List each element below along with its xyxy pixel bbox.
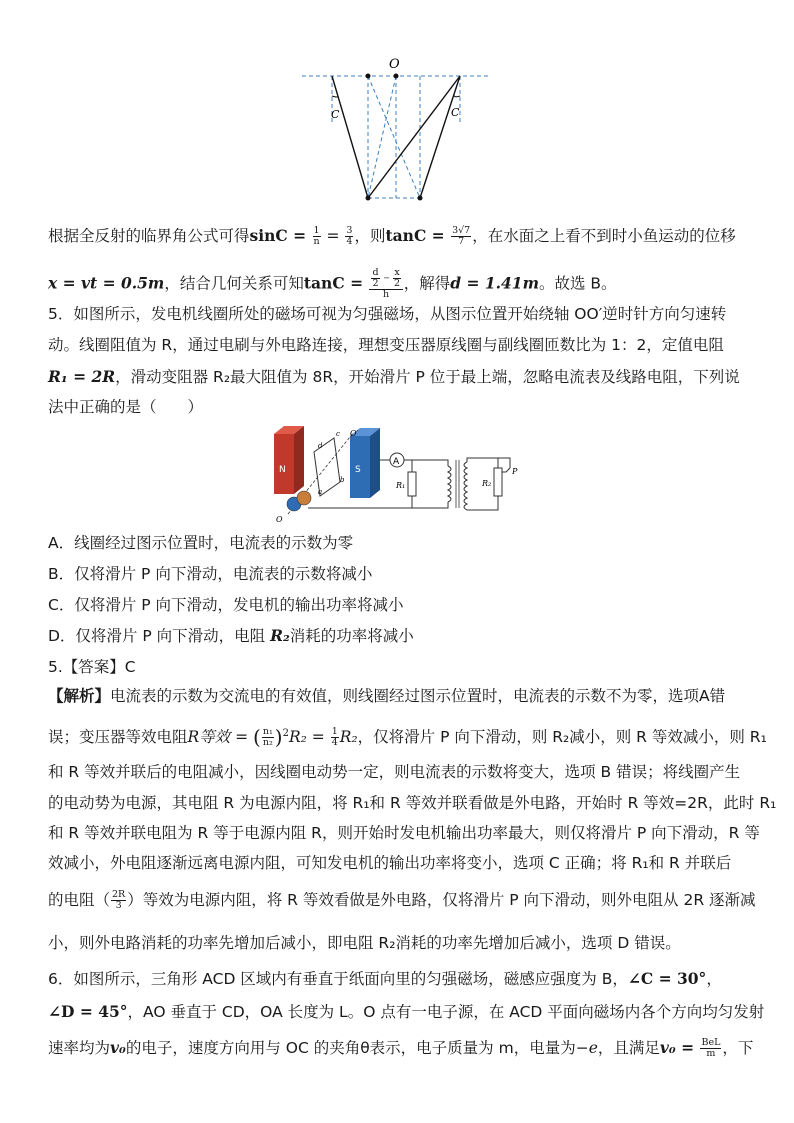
explanation-line-4: 的电动势为电源，其电阻 R 为电源内阻，将 R₁和 R 等效并联看做是外电路，开始时 R 等效=2R，此时 R₁ (48, 794, 777, 812)
point-dot-1 (366, 74, 371, 79)
q6-line-3: 速率均为v₀的电子，速度方向用与 OC 的夹角θ表示，电子质量为 m，电量为−e，且满足v₀ = $\frac{\text{BeL}}{m}$ ，下 (48, 1037, 754, 1059)
q6-line-1: 6．如图所示，三角形 ACD 区域内有垂直于纸面向里的匀强磁场，磁感应强度为 B，∠C = 30°， (48, 969, 722, 988)
explanation-line-8: 小，则外电路消耗的功率先增加后减小，即电阻 R₂消耗的功率先增加后减小，选项 D 错误。 (48, 934, 681, 952)
label-r2: R₂ (482, 479, 492, 488)
label-b: b (340, 476, 345, 484)
option-a: A．线圈经过图示位置时，电流表的示数为零 (48, 534, 354, 552)
secondary-wire-bottom (467, 496, 498, 510)
label-a: a (318, 488, 323, 496)
solution-line-2: x = vt = 0.5m，结合几何关系可知tanC = $\frac{d}{2}$ − $\frac{x}{2}$ h ，解得d = 1.41m。故选 B。 (48, 267, 617, 300)
rheostat-r2 (494, 468, 502, 496)
option-d: D．仅将滑片 P 向下滑动，电阻 R₂消耗的功率将减小 (48, 626, 414, 645)
point-dot-4 (418, 196, 423, 201)
secondary-wire (467, 458, 498, 472)
explanation-line-3: 和 R 等效并联后的电阻减小，因线圈电动势一定，则电流表的示数将变大，选项 B 错误；将线圈产生 (48, 763, 741, 781)
angle-arc-left (332, 96, 338, 97)
label-d: d (318, 442, 323, 450)
answer-line: 5.【答案】C (48, 658, 136, 676)
secondary-coil (464, 462, 467, 510)
wire-bottom (308, 502, 448, 508)
label-o-prime: O′ (350, 429, 359, 438)
q5-line-4: 法中正确的是（ ） (48, 398, 204, 416)
ray-left (332, 76, 368, 198)
solution-line-1: 根据全反射的临界角公式可得sinC = $\frac{1}{n}$ = $\frac{3}{4}$ ，则tanC = $\frac{3√7}{7}$ ，在水面之上看不到时小鱼运动的位移 (48, 225, 736, 247)
label-c-right: C (451, 106, 460, 119)
resistor-r1 (408, 472, 416, 496)
label-c: c (336, 430, 340, 438)
point-dot-2 (394, 74, 399, 79)
point-dot-3 (366, 196, 371, 201)
slip-ring-2 (297, 491, 311, 505)
label-p: P (512, 467, 518, 476)
wire-top-right (404, 460, 448, 466)
explanation-line-7: 的电阻（ $\frac{2R}{3}$ ）等效为电源内阻，将 R 等效看做是外电路，仅将滑片 P 向下滑动，则外电阻从 2R 逐渐减 (48, 889, 756, 911)
label-s: S (355, 465, 361, 475)
explanation-line-5: 和 R 等效并联电阻为 R 等于电源内阻 R，则开始时发电机输出功率最大，则仅将滑片 P 向下滑动，R 等 (48, 824, 760, 842)
magnet-n-side (294, 426, 304, 494)
explanation-line-1: 【解析】电流表的示数为交流电的有效值，则线圈经过图示位置时，电流表的示数不为零，选项A错 (48, 687, 726, 705)
slider-wire (498, 458, 510, 468)
option-b: B．仅将滑片 P 向下滑动，电流表的示数将减小 (48, 565, 373, 583)
label-c-left: C (331, 108, 340, 121)
generator-circuit-figure (268, 424, 528, 528)
option-c: C．仅将滑片 P 向下滑动，发电机的输出功率将减小 (48, 596, 404, 614)
label-o: O (276, 515, 283, 524)
q5-line-3: R₁ = 2R，滑动变阻器 R₂最大阻值为 8R，开始滑片 P 位于最上端，忽略电流表及线路电阻，下列说 (48, 367, 740, 386)
ray-right (420, 76, 460, 198)
ray-long (368, 76, 460, 198)
diag-dashed-a (368, 76, 420, 198)
explanation-line-2: 误；变压器等效电阻R等效 = ( $\frac{\text{n₁}}{\text{n₂}}$ )$^2$R₂ = $\frac{1}{4}$ R₂，仅将滑片 P 向下滑动，则 R₂减小，则 R 等效减小，则 R₁ (48, 725, 767, 749)
label-o: O (389, 57, 400, 72)
label-ammeter: A (393, 457, 400, 467)
angle-arc-right (454, 95, 460, 97)
magnet-s-side (370, 428, 380, 498)
slider-p (502, 468, 510, 472)
refraction-figure (300, 52, 500, 204)
magnet-n (274, 434, 294, 494)
label-n: N (279, 465, 286, 475)
label-r1: R₁ (396, 481, 406, 490)
primary-coil (448, 466, 451, 502)
q5-line-2: 动。线圈阻值为 R，通过电刷与外电路连接，理想变压器原线圈与副线圈匝数比为 1：2，定值电阻 (48, 336, 724, 354)
q6-line-2: ∠D = 45°，AO 垂直于 CD，OA 长度为 L。O 点有一电子源，在 ACD 平面向磁场内各个方向均匀发射 (48, 1002, 765, 1021)
explanation-line-6: 效减小，外电阻逐渐远离电源内阻，可知发电机的输出功率将变小，选项 C 正确；将 R₁和 R 并联后 (48, 854, 732, 872)
q5-line-1: 5．如图所示，发电机线圈所处的磁场可视为匀强磁场，从图示位置开始绕轴 OO′逆时针方向匀速转 (48, 305, 727, 323)
